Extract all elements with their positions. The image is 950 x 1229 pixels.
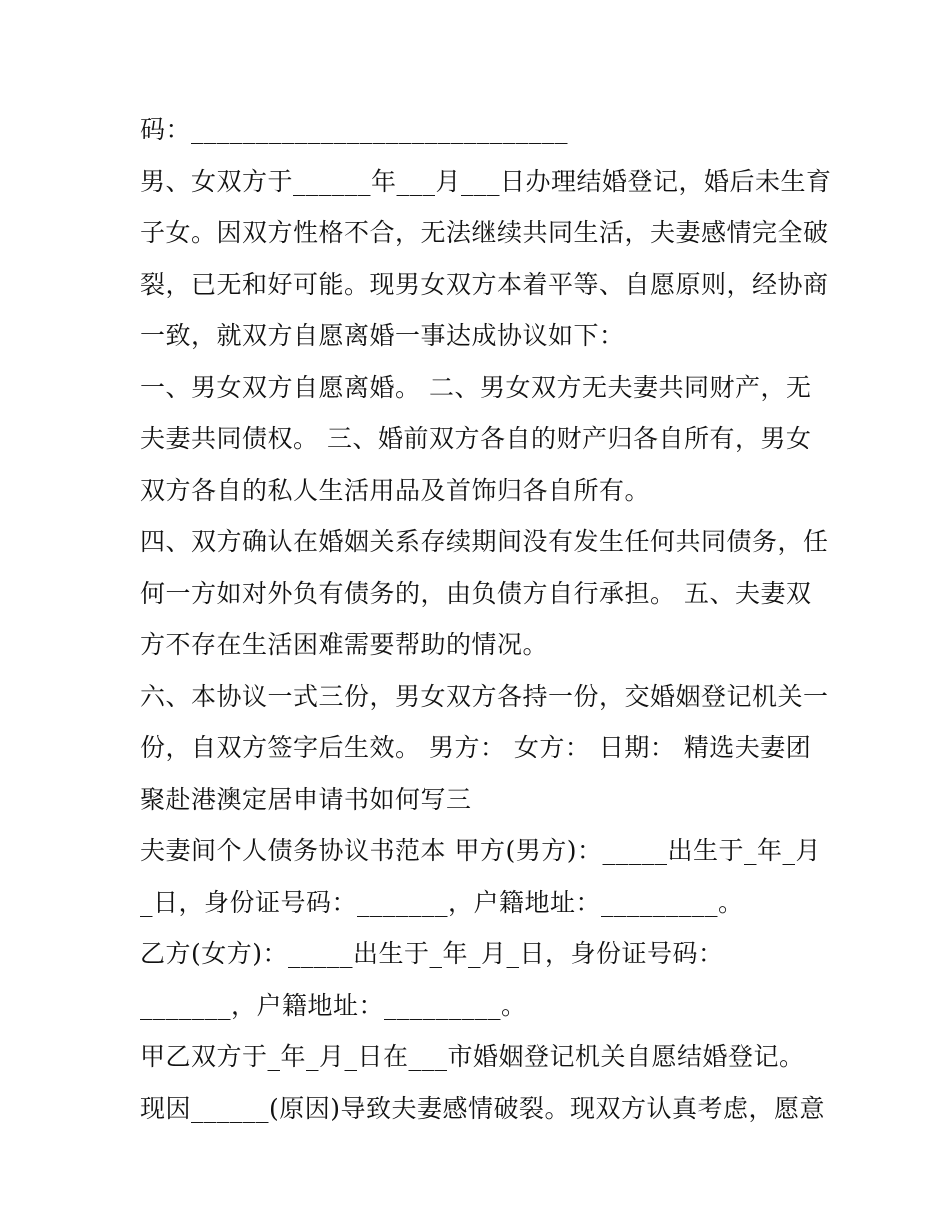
text-line: 现因______(原因)导致夫妻感情破裂。现双方认真考虑，愿意 (140, 1093, 826, 1123)
text-line: 方不存在生活困难需要帮助的情况。 (140, 630, 549, 659)
text-line: 甲乙双方于_年_月_日在___市婚姻登记机关自愿结婚登记。 (140, 1042, 805, 1071)
text-line: 何一方如对外负有债务的，由负债方自行承担。 五、夫妻双 (140, 578, 812, 608)
text-line: _日，身份证号码：_______，户籍地址：_________。 (140, 887, 744, 917)
document-body (140, 104, 832, 1134)
text-line: 夫妻间个人债务协议书范本 甲方(男方)：_____出生于_年_月 (140, 836, 821, 865)
text-line: 四、双方确认在婚姻关系存续期间没有发生任何共同债务，任 (140, 527, 829, 556)
text-line: 乙方(女方)：_____出生于_年_月_日，身份证号码： (140, 939, 724, 968)
text-line: 份，自双方签字后生效。 男方： 女方： 日期： 精选夫妻团 (140, 733, 812, 762)
text-line: 一致，就双方自愿离婚一事达成协议如下： (140, 321, 625, 350)
text-line: 双方各自的私人生活用品及首饰归各自所有。 (140, 475, 651, 505)
text-line: 裂，已无和好可能。现男女双方本着平等、自愿原则，经协商 (140, 269, 829, 299)
text-line: 六、本协议一式三份，男女双方各持一份，交婚姻登记机关一 (140, 681, 829, 711)
text-line: 码：_____________________________ (140, 115, 569, 144)
text-line: 子女。因双方性格不合，无法继续共同生活，夫妻感情完全破 (140, 218, 829, 247)
text-line: 一、男女双方自愿离婚。 二、男女双方无夫妻共同财产，无 (140, 372, 812, 402)
text-line: 夫妻共同债权。 三、婚前双方各自的财产归各自所有，男女 (140, 424, 812, 453)
text-line: 聚赴港澳定居申请书如何写三 (140, 784, 472, 814)
text-line: _______，户籍地址：_________。 (140, 990, 527, 1020)
text-line: 男、女双方于______年___月___日办理结婚登记，婚后未生育 (140, 166, 832, 196)
